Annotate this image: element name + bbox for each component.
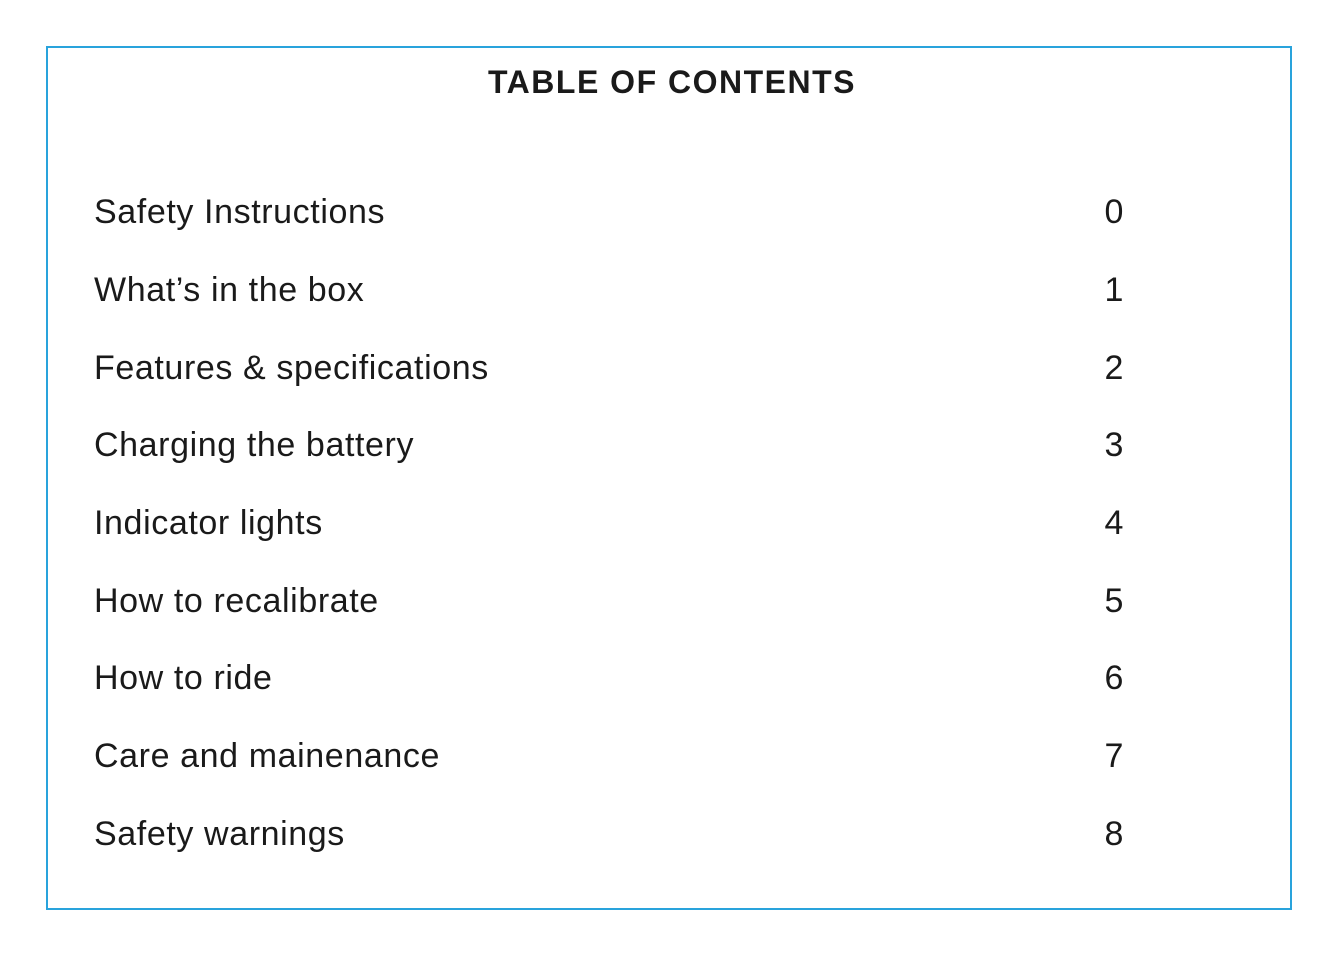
toc-entry-page: 3 (1104, 426, 1124, 465)
toc-entry-label: Indicator lights (94, 504, 323, 543)
toc-title: TABLE OF CONTENTS (488, 64, 856, 100)
toc-entry-charging-the-battery[interactable] (94, 407, 1124, 485)
toc-entry-page: 1 (1104, 271, 1124, 310)
toc-entry-label: Safety warnings (94, 814, 345, 853)
toc-entry-page: 5 (1104, 581, 1124, 620)
toc-entry-page: 0 (1104, 193, 1124, 232)
toc-entry-indicator-lights[interactable] (94, 485, 1124, 563)
toc-entry-features-specifications[interactable] (94, 329, 1124, 407)
toc-entry-care-and-maintenance[interactable] (94, 718, 1124, 796)
toc-entry-safety-instructions[interactable] (94, 174, 1124, 252)
toc-entry-label: Care and mainenance (94, 737, 440, 776)
toc-entry-whats-in-the-box[interactable] (94, 252, 1124, 330)
toc-entry-label: How to ride (94, 659, 273, 698)
toc-entry-page: 6 (1104, 659, 1124, 698)
toc-entry-page: 2 (1104, 348, 1124, 387)
toc-entry-page: 8 (1104, 814, 1124, 853)
toc-entry-how-to-recalibrate[interactable] (94, 562, 1124, 640)
toc-entry-page: 7 (1104, 737, 1124, 776)
toc-entry-page: 4 (1104, 504, 1124, 543)
toc-entry-label: Safety Instructions (94, 193, 386, 232)
toc-entry-safety-warnings[interactable] (94, 796, 1124, 874)
toc-entry-label: Features & specifications (94, 348, 489, 387)
toc-entry-label: How to recalibrate (94, 581, 379, 620)
toc-entry-label: What’s in the box (94, 271, 365, 310)
toc-entry-label: Charging the battery (94, 426, 415, 465)
toc-list (94, 174, 1124, 873)
toc-entry-how-to-ride[interactable] (94, 640, 1124, 718)
